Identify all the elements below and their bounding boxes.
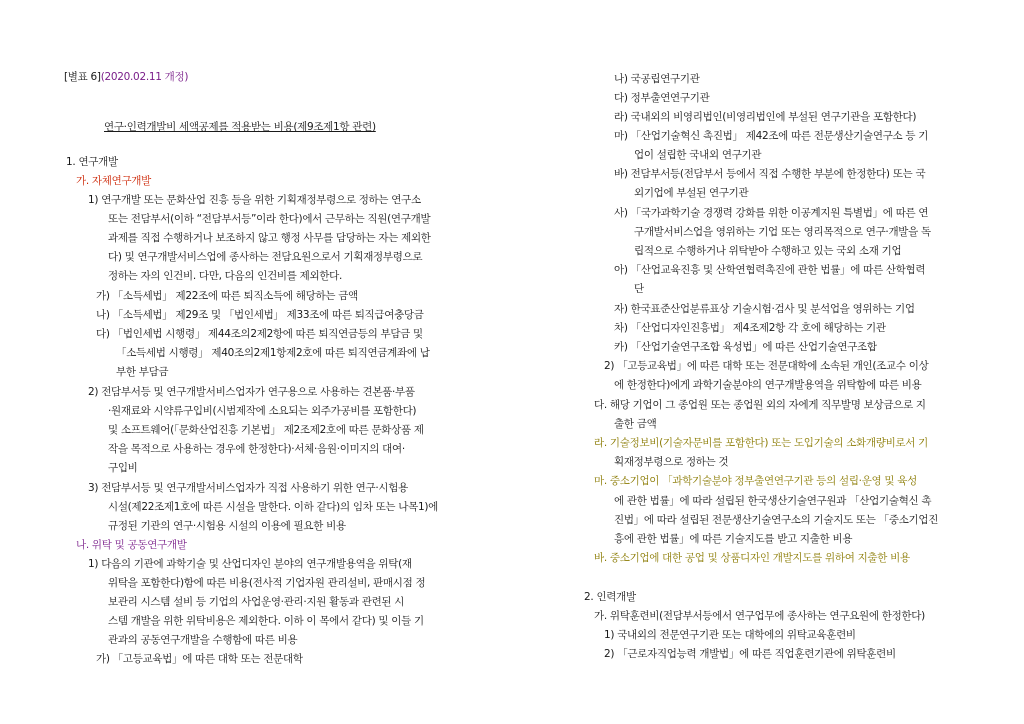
text-line: 자) 한국표준산업분류표상 기술시험·검사 및 분석업을 영위하는 기업 — [614, 303, 915, 315]
text-line: 마) 「산업기술혁신 촉진법」 제42조에 따른 전문생산기술연구소 등 기 — [614, 130, 929, 142]
subsection-heading: 가. 자체연구개발 — [76, 175, 151, 187]
text-line: 2) 전담부서등 및 연구개발서비스업자가 연구용으로 사용하는 견본품·부품 — [88, 386, 415, 398]
text-line: 바. 중소기업에 대한 공업 및 상품디자인 개발지도를 위하여 지출한 비용 — [594, 552, 910, 564]
appendix-tag: [별표 6] — [64, 71, 101, 83]
subsection-heading: 나. 위탁 및 공동연구개발 — [76, 539, 187, 551]
text-line: 다. 해당 기업이 그 종업원 또는 종업원 외의 자에게 직무발명 보상금으로 지 — [594, 399, 926, 411]
text-line: 관과의 공동연구개발을 수행함에 따른 비용 — [108, 634, 298, 646]
text-line: 구입비 — [108, 462, 138, 474]
text-line: 2) 「근로자직업능력 개발법」에 따른 직업훈련기관에 위탁훈련비 — [604, 648, 896, 660]
text-line: 1) 연구개발 또는 문화산업 진흥 등을 위한 기획재정부령으로 정하는 연구소 — [88, 194, 421, 206]
text-line: 1) 국내외의 전문연구기관 또는 대학에의 위탁교육훈련비 — [604, 629, 856, 641]
text-line: 차) 「산업디자인진흥법」 제4조제2항 각 호에 해당하는 기관 — [614, 322, 886, 334]
text-line: 가. 위탁훈련비(전담부서등에서 연구업무에 종사하는 연구요원에 한정한다) — [594, 610, 925, 622]
revision-date: (2020.02.11 개정) — [100, 71, 189, 83]
text-line: 과제를 직접 수행하거나 보조하지 않고 행정 사무를 담당하는 자는 제외한 — [108, 232, 431, 244]
text-line: 나) 국공립연구기관 — [614, 73, 700, 85]
text-line: 라) 국내외의 비영리법인(비영리법인에 부설된 연구기관을 포함한다) — [614, 111, 917, 123]
text-line: 다) 및 연구개발서비스업에 종사하는 전담요원으로서 기획재정부령으로 — [108, 251, 423, 263]
text-line: 아) 「산업교육진흥 및 산학연협력촉진에 관한 법률」에 따른 산학협력 — [614, 264, 926, 276]
text-line: 3) 전담부서등 및 연구개발서비스업자가 직접 사용하기 위한 연구·시험용 — [88, 482, 408, 494]
document-header — [64, 70, 188, 84]
text-line: 에 한정한다)에게 과학기술분야의 연구개발용역을 위탁함에 따른 비용 — [614, 379, 922, 391]
text-line: 2) 「고등교육법」에 따른 대학 또는 전문대학에 소속된 개인(조교수 이상 — [604, 360, 929, 372]
text-line: 업이 설립한 국내외 연구기관 — [634, 149, 762, 161]
text-line: 단 — [634, 283, 644, 295]
text-line: 스템 개발을 위한 위탁비용은 제외한다. 이하 이 목에서 같다) 및 이들 기 — [108, 615, 424, 627]
text-line: 나) 「소득세법」 제29조 및 「법인세법」 제33조에 따른 퇴직급여충당금 — [96, 309, 424, 321]
text-line: 가) 「소득세법」 제22조에 따른 퇴직소득에 해당하는 금액 — [96, 290, 358, 302]
text-line: 출한 금액 — [614, 418, 657, 430]
text-line: 및 소프트웨어(「문화산업진흥 기본법」 제2조제2호에 따른 문화상품 제 — [108, 424, 424, 436]
text-line: 획재정부령으로 정하는 것 — [614, 456, 729, 468]
text-line: 또는 전담부서(이하 “전담부서등”이라 한다)에서 근무하는 직원(연구개발 — [108, 213, 431, 225]
text-line: 카) 「산업기술연구조합 육성법」에 따른 산업기술연구조합 — [614, 341, 877, 353]
text-line: 작을 목적으로 사용하는 경우에 한정한다)·서체·음원·이미지의 대여· — [108, 443, 405, 455]
text-line: 위탁을 포함한다)함에 따른 비용(전사적 기업자원 관리설비, 판매시점 정 — [108, 577, 426, 589]
section-heading: 1. 연구개발 — [66, 156, 118, 168]
text-line: 정하는 자의 인건비. 다만, 다음의 인건비를 제외한다. — [108, 270, 343, 282]
text-line: 부한 부담금 — [116, 366, 169, 378]
text-line: 흥에 관한 법률」에 따른 기술지도를 받고 지출한 비용 — [614, 533, 853, 545]
text-line: 규정된 기관의 연구·시험용 시설의 이용에 필요한 비용 — [108, 520, 346, 532]
text-line: 1) 다음의 기관에 과학기술 및 산업디자인 분야의 연구개발용역을 위탁(재 — [88, 558, 412, 570]
text-line: 시설(제22조제1호에 따른 시설을 말한다. 이하 같다)의 임차 또는 나목1)에 — [108, 501, 439, 513]
text-line: 마. 중소기업이 「과학기술분야 정부출연연구기관 등의 설립·운영 및 육성 — [594, 475, 917, 487]
text-line: 「소득세법 시행령」 제40조의2제1항제2호에 따른 퇴직연금계좌에 납 — [116, 347, 430, 359]
text-line: 다) 「법인세법 시행령」 제44조의2제2항에 따른 퇴직연금등의 부담금 및 — [96, 328, 423, 340]
text-line: 사) 「국가과학기술 경쟁력 강화를 위한 이공계지원 특별법」에 따른 연 — [614, 207, 929, 219]
text-line: 외기업에 부설된 연구기관 — [634, 187, 749, 199]
text-line: 다) 정부출연연구기관 — [614, 92, 710, 104]
text-line: 진법」에 따라 설립된 전문생산기술연구소의 기술지도 또는 「중소기업진 — [614, 514, 939, 526]
text-line: ·원재료와 시약류구입비(시범제작에 소요되는 외주가공비를 포함한다) — [108, 405, 417, 417]
text-line: 바) 전담부서등(전담부서 등에서 직접 수행한 부분에 한정한다) 또는 국 — [614, 168, 926, 180]
document-title: 연구·인력개발비 세액공제를 적용받는 비용(제9조제1항 관련) — [104, 121, 376, 133]
section-heading: 2. 인력개발 — [584, 591, 636, 603]
text-line: 보관리 시스템 설비 등 기업의 사업운영·관리·지원 활동과 관련된 시 — [108, 596, 405, 608]
text-line: 라. 기술정보비(기술자문비를 포함한다) 또는 도입기술의 소화개량비로서 기 — [594, 437, 928, 449]
text-line: 가) 「고등교육법」에 따른 대학 또는 전문대학 — [96, 653, 303, 665]
text-line: 구개발서비스업을 영위하는 기업 또는 영리목적으로 연구·개발을 독 — [634, 226, 931, 238]
text-line: 립적으로 수행하거나 위탁받아 수행하고 있는 국외 소재 기업 — [634, 245, 902, 257]
text-line: 에 관한 법률」에 따라 설립된 한국생산기술연구원과 「산업기술혁신 촉 — [614, 495, 932, 507]
